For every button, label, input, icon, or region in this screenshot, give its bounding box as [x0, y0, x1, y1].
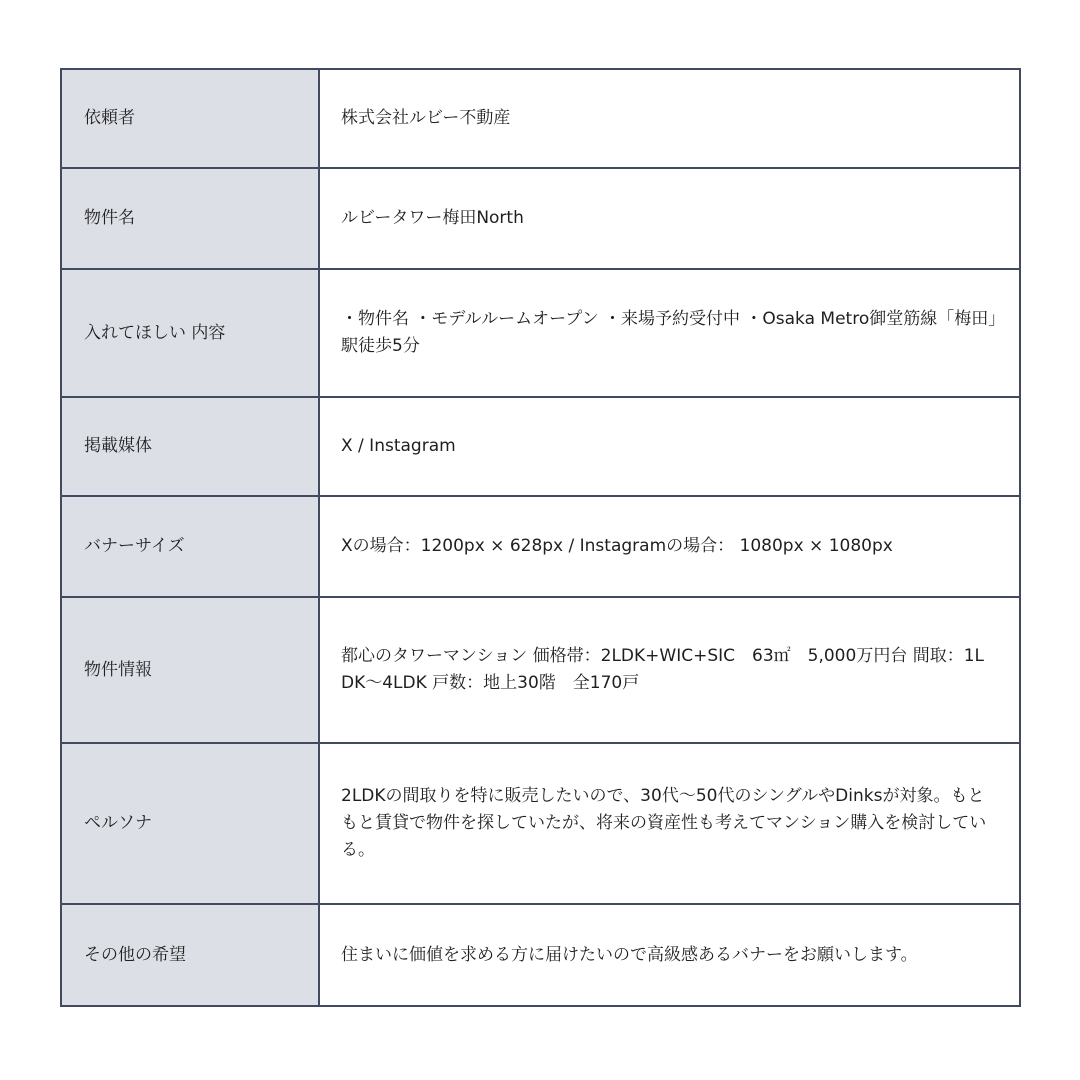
row-value: ルビータワー梅田North: [319, 168, 1020, 269]
row-value: 都心のタワーマンション 価格帯：2LDK+WIC+SIC 63㎡ 5,000万円台 間取：1LDK〜4LDK 戸数：地上30階 全170戸: [319, 597, 1020, 743]
row-media: [61, 397, 1020, 496]
row-label: 物件情報: [61, 597, 319, 743]
row-label: バナーサイズ: [61, 496, 319, 597]
row-property-info: [61, 597, 1020, 743]
row-label: 入れてほしい 内容: [61, 269, 319, 397]
banner-request-table: [60, 68, 1021, 1007]
row-client: [61, 69, 1020, 168]
row-persona: [61, 743, 1020, 904]
row-label: 物件名: [61, 168, 319, 269]
row-value: X / Instagram: [319, 397, 1020, 496]
row-label: 依頼者: [61, 69, 319, 168]
row-label: その他の希望: [61, 904, 319, 1006]
row-value: ・物件名 ・モデルルームオープン ・来場予約受付中 ・Osaka Metro御堂筋線「梅田」駅徒歩5分: [319, 269, 1020, 397]
row-value: 株式会社ルビー不動産: [319, 69, 1020, 168]
row-label: 掲載媒体: [61, 397, 319, 496]
row-value: 住まいに価値を求める方に届けたいので高級感あるバナーをお願いします。: [319, 904, 1020, 1006]
row-required-content: [61, 269, 1020, 397]
row-banner-size: [61, 496, 1020, 597]
row-value: Xの場合：1200px × 628px / Instagramの場合： 1080px × 1080px: [319, 496, 1020, 597]
row-property-name: [61, 168, 1020, 269]
row-value: 2LDKの間取りを特に販売したいので、30代〜50代のシングルやDinksが対象。もともと賃貸で物件を探していたが、将来の資産性も考えてマンション購入を検討している。: [319, 743, 1020, 904]
row-label: ペルソナ: [61, 743, 319, 904]
row-other-requests: [61, 904, 1020, 1006]
